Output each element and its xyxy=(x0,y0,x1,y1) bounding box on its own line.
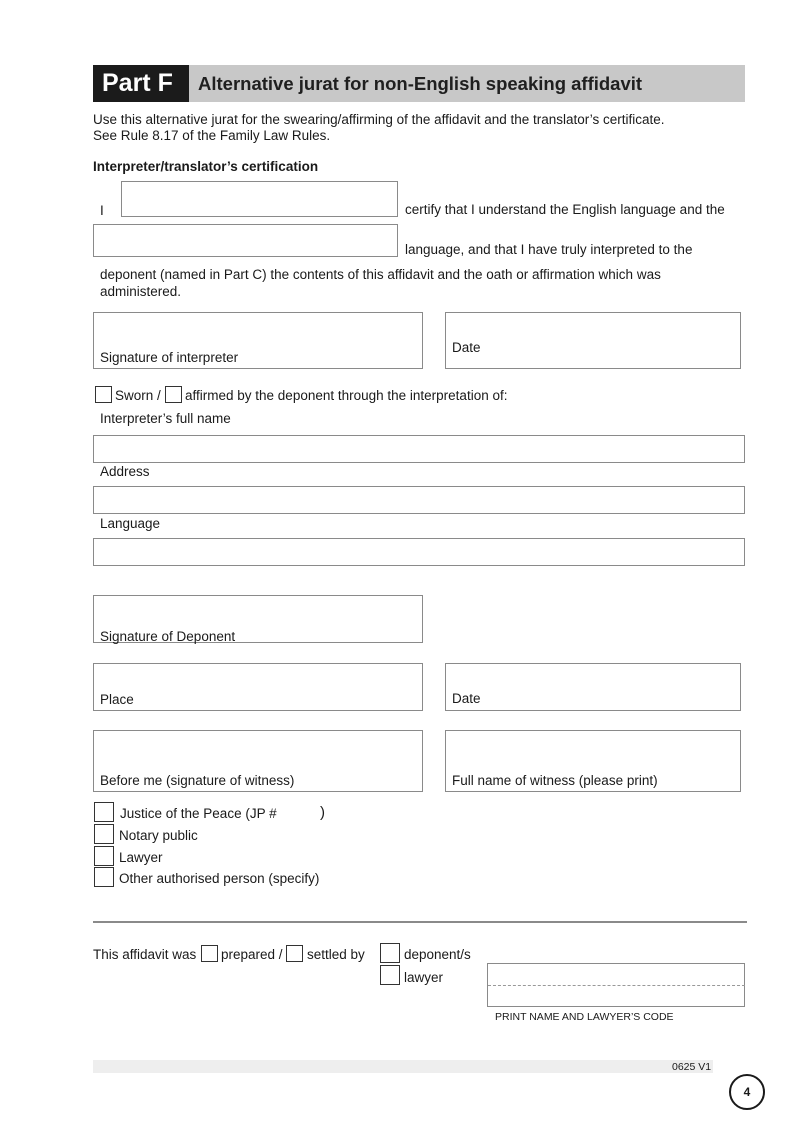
interpreter-date-box[interactable] xyxy=(445,312,741,369)
certify-text: certify that I understand the English language and the xyxy=(405,202,725,217)
intro-line-1: Use this alternative jurat for the swearing/affirming of the affidavit and the translator’s certificate. xyxy=(93,112,665,127)
address-field[interactable] xyxy=(93,486,745,514)
interpreter-name-field[interactable] xyxy=(121,181,398,217)
page-number: 4 xyxy=(729,1074,765,1110)
affirmed-checkbox[interactable] xyxy=(165,386,182,403)
section-divider xyxy=(93,921,747,923)
jp-checkbox[interactable] xyxy=(94,802,114,822)
language-text: language, and that I have truly interpreted to the xyxy=(405,242,693,257)
place-box[interactable] xyxy=(93,663,423,711)
footer-bar xyxy=(93,1060,713,1073)
print-name-label: PRINT NAME AND LAWYER’S CODE xyxy=(495,1011,674,1023)
lawyer-checkbox[interactable] xyxy=(94,846,114,866)
i-label: I xyxy=(100,203,104,218)
sworn-checkbox[interactable] xyxy=(95,386,112,403)
other-authorised-checkbox[interactable] xyxy=(94,867,114,887)
interpreter-date-label: Date xyxy=(452,340,481,355)
interpreter-full-name-label: Interpreter’s full name xyxy=(100,411,231,426)
witness-name-label: Full name of witness (please print) xyxy=(452,773,658,788)
notary-checkbox[interactable] xyxy=(94,824,114,844)
deponent-checkbox[interactable] xyxy=(380,943,400,963)
deponent-signature-label: Signature of Deponent xyxy=(100,629,236,644)
prepared-label: prepared / xyxy=(221,947,283,962)
part-label: Part F xyxy=(93,65,189,102)
deponent-date-label: Date xyxy=(452,691,481,706)
deponent-label: deponent/s xyxy=(404,947,471,962)
language-label: Language xyxy=(100,516,161,531)
certification-heading: Interpreter/translator’s certification xyxy=(93,159,319,174)
intro-line-2: See Rule 8.17 of the Family Law Rules. xyxy=(93,128,331,143)
sworn-label: Sworn / xyxy=(115,388,161,403)
deponent-line-1: deponent (named in Part C) the contents of this affidavit and the oath or affirmation which was xyxy=(100,267,661,282)
other-authorised-label: Other authorised person (specify) xyxy=(119,871,320,886)
interpreter-signature-label: Signature of interpreter xyxy=(100,350,239,365)
interpreter-full-name-field[interactable] xyxy=(93,435,745,463)
lawyer-box-divider xyxy=(488,985,745,986)
jp-label: Justice of the Peace (JP # xyxy=(120,806,277,821)
section-title: Alternative jurat for non-English speaking affidavit xyxy=(198,73,643,94)
address-label: Address xyxy=(100,464,150,479)
prepared-lawyer-checkbox[interactable] xyxy=(380,965,400,985)
prepared-lawyer-label: lawyer xyxy=(404,970,444,985)
deponent-date-box[interactable] xyxy=(445,663,741,711)
sworn-language-field[interactable] xyxy=(93,538,745,566)
jp-close-paren: ) xyxy=(320,804,325,821)
deponent-line-2: administered. xyxy=(100,284,182,299)
settled-label: settled by xyxy=(307,947,365,962)
place-label: Place xyxy=(100,692,134,707)
prepared-intro: This affidavit was xyxy=(93,947,197,962)
form-code: 0625 V1 xyxy=(672,1061,712,1073)
prepared-checkbox[interactable] xyxy=(201,945,218,962)
lawyer-label: Lawyer xyxy=(119,850,163,865)
notary-label: Notary public xyxy=(119,828,198,843)
witness-signature-label: Before me (signature of witness) xyxy=(100,773,295,788)
language-field[interactable] xyxy=(93,224,398,257)
affirmed-label: affirmed by the deponent through the interpretation of: xyxy=(185,388,508,403)
settled-checkbox[interactable] xyxy=(286,945,303,962)
